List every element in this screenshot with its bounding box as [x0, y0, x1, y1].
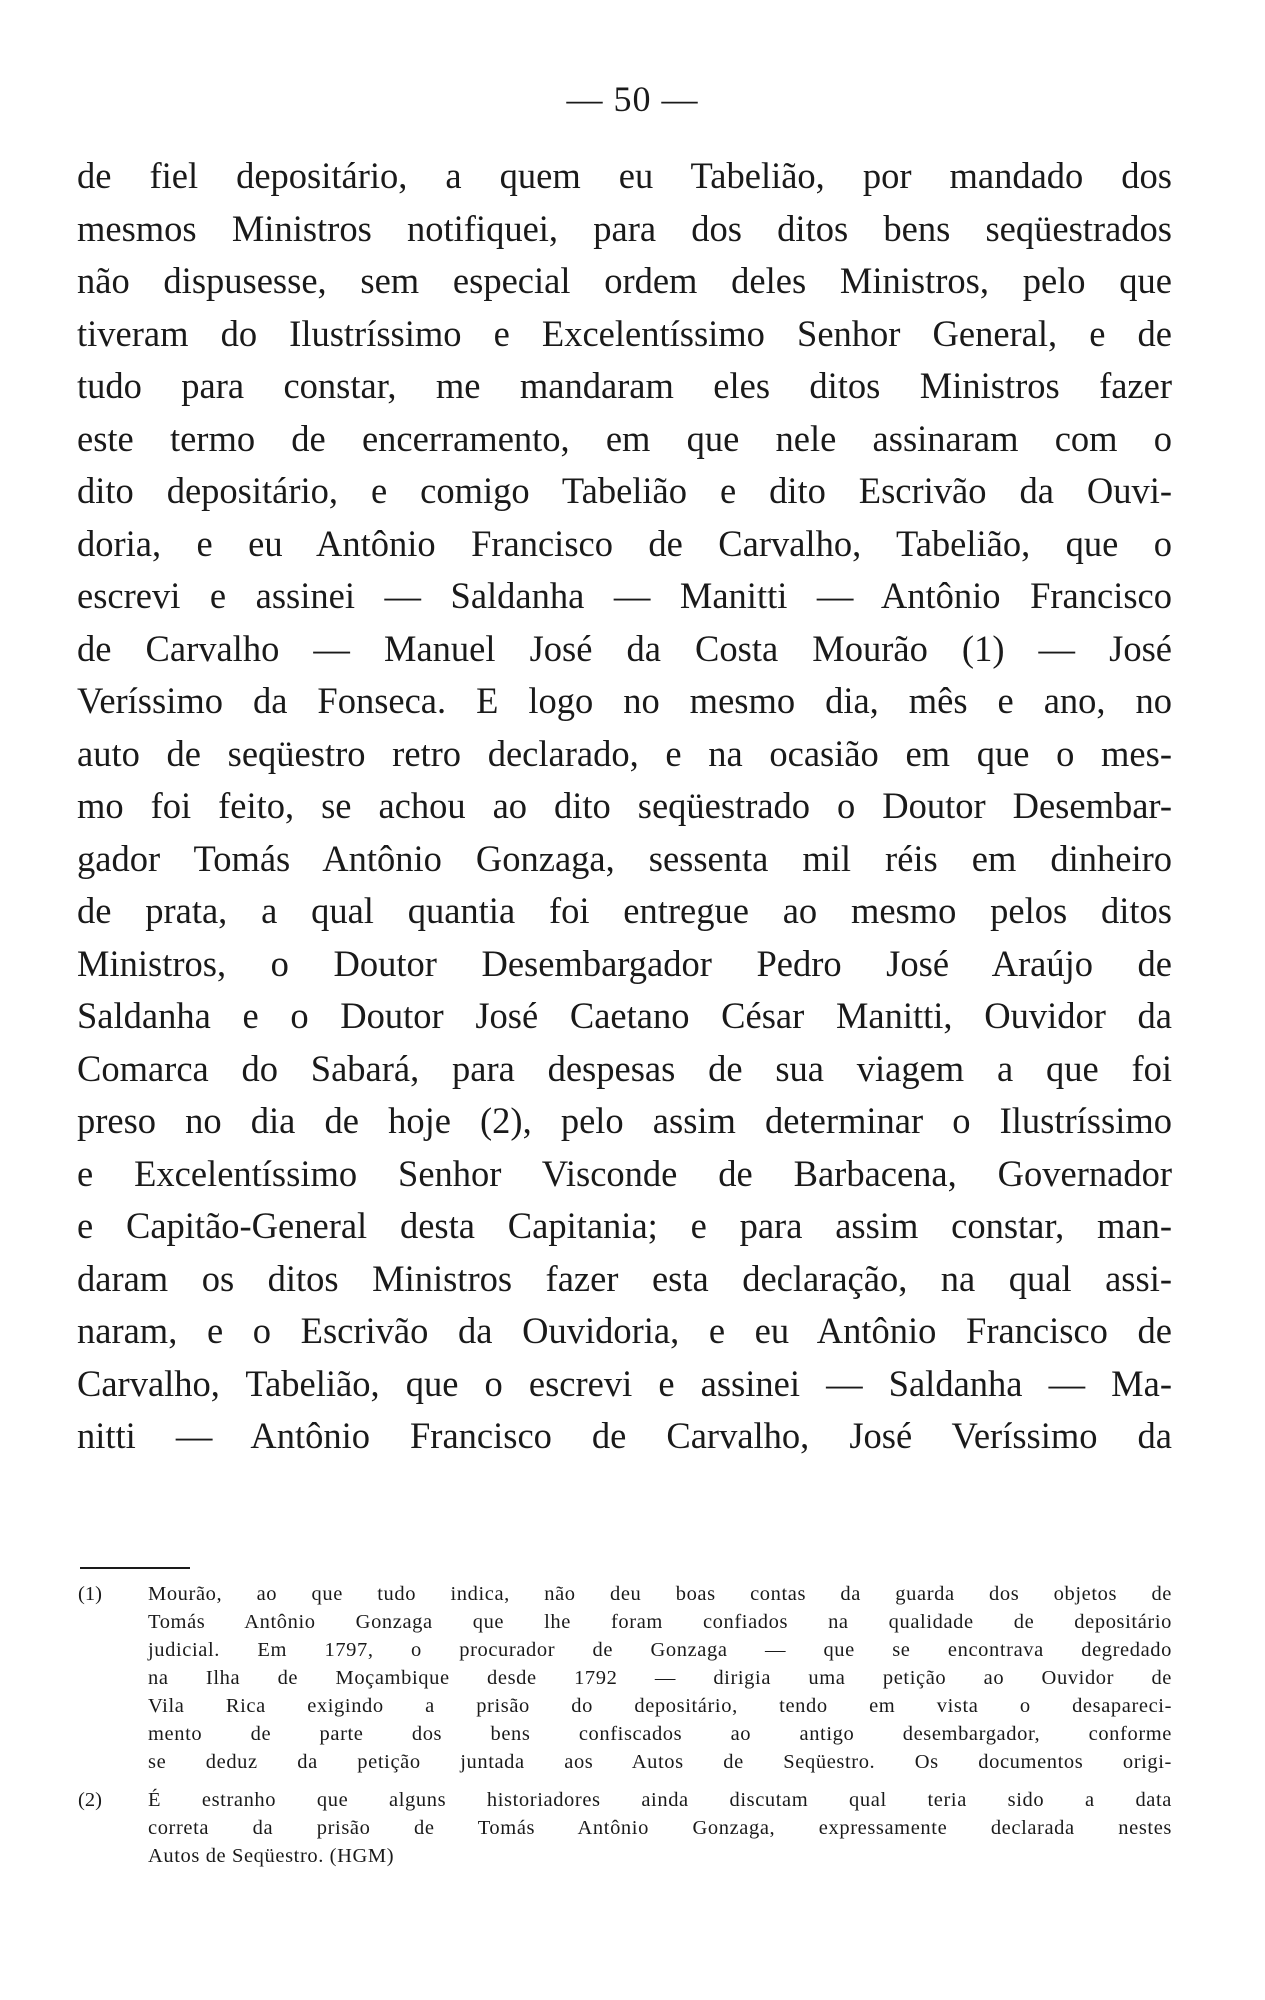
text-line: escrevi e assinei — Saldanha — Manitti — Antônio Francisco [77, 575, 1172, 616]
footnote-1 [78, 1580, 1172, 1776]
text-line: dito depositário, e comigo Tabelião e dito Escrivão da Ouvi- [77, 470, 1172, 511]
footnote-line: É estranho que alguns historiadores ainda discutam qual teria sido a data [148, 1789, 1172, 1811]
text-line: Veríssimo da Fonseca. E logo no mesmo dia, mês e ano, no [77, 680, 1172, 721]
footnote-2 [78, 1786, 1172, 1870]
text-line: este termo de encerramento, em que nele assinaram com o [77, 417, 1172, 459]
text-line: auto de seqüestro retro declarado, e na ocasião em que o mes- [77, 732, 1172, 774]
footnote-line: Vila Rica exigindo a prisão do depositário, tendo em vista o desapareci- [148, 1695, 1172, 1717]
text-line: gador Tomás Antônio Gonzaga, sessenta mil réis em dinheiro [77, 837, 1172, 879]
text-line: Comarca do Sabará, para despesas de sua viagem a que foi [77, 1047, 1172, 1089]
text-line: doria, e eu Antônio Francisco de Carvalho, Tabelião, que o [77, 522, 1172, 564]
text-line: não dispusesse, sem especial ordem deles Ministros, pelo que [77, 260, 1172, 301]
text-line: nitti — Antônio Francisco de Carvalho, José Veríssimo da [77, 1415, 1172, 1456]
text-line: Ministros, o Doutor Desembargador Pedro José Araújo de [77, 942, 1172, 984]
text-line: mesmos Ministros notifiquei, para dos ditos bens seqüestrados [77, 207, 1172, 249]
text-line: e Capitão-General desta Capitania; e para assim constar, man- [77, 1205, 1172, 1246]
text-line: daram os ditos Ministros fazer esta declaração, na qual assi- [77, 1257, 1172, 1299]
footnote-divider [80, 1567, 190, 1569]
footnote-marker: (2) [78, 1789, 102, 1811]
main-text [77, 150, 1172, 1463]
footnote-marker: (1) [78, 1583, 102, 1605]
footnote-text [148, 1580, 1172, 1776]
text-line: e Excelentíssimo Senhor Visconde de Barbacena, Governador [77, 1152, 1172, 1194]
footnote-text [148, 1786, 1172, 1870]
text-line: Saldanha e o Doutor José Caetano César Manitti, Ouvidor da [77, 995, 1172, 1036]
page-number: — 50 — [566, 79, 699, 119]
footnote-line: correta da prisão de Tomás Antônio Gonzaga, expressamente declarada nestes [148, 1817, 1172, 1839]
footnote-line: Tomás Antônio Gonzaga que lhe foram confiados na qualidade de depositário [148, 1611, 1172, 1633]
footnote-line: judicial. Em 1797, o procurador de Gonzaga — que se encontrava degredado [148, 1639, 1172, 1661]
text-line: de prata, a qual quantia foi entregue ao mesmo pelos ditos [77, 890, 1172, 931]
text-line: tudo para constar, me mandaram eles ditos Ministros fazer [77, 365, 1172, 406]
footnote-line: mento de parte dos bens confiscados ao antigo desembargador, conforme [148, 1723, 1172, 1745]
text-line: preso no dia de hoje (2), pelo assim determinar o Ilustríssimo [77, 1100, 1172, 1141]
text-line: mo foi feito, se achou ao dito seqüestrado o Doutor Desembar- [77, 785, 1172, 826]
footnotes [78, 1580, 1172, 1880]
text-line: naram, e o Escrivão da Ouvidoria, e eu Antônio Francisco de [77, 1310, 1172, 1351]
footnote-line: se deduz da petição juntada aos Autos de Seqüestro. Os documentos origi- [148, 1751, 1172, 1773]
text-line: de Carvalho — Manuel José da Costa Mourão (1) — José [77, 627, 1172, 669]
text-line: Carvalho, Tabelião, que o escrevi e assinei — Saldanha — Ma- [77, 1362, 1172, 1404]
footnote-line: na Ilha de Moçambique desde 1792 — dirigia uma petição ao Ouvidor de [148, 1667, 1172, 1689]
text-line: tiveram do Ilustríssimo e Excelentíssimo Senhor General, e de [77, 312, 1172, 354]
footnote-line: Mourão, ao que tudo indica, não deu boas contas da guarda dos objetos de [148, 1583, 1172, 1605]
footnote-line: Autos de Seqüestro. (HGM) [148, 1845, 395, 1867]
text-line: de fiel depositário, a quem eu Tabelião, por mandado dos [77, 155, 1172, 196]
